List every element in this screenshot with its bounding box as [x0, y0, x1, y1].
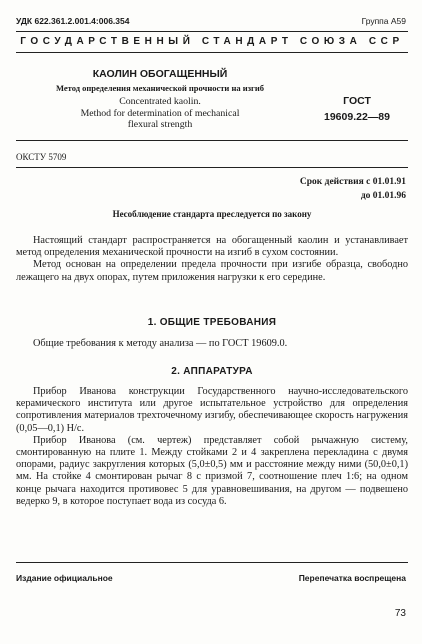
udk-code: УДК 622.361.2.001.4:006.354: [16, 16, 130, 26]
intro-paragraph-1: Настоящий стандарт распространяется на обогащенный каолин и устанавливает метод определения механической прочности на изгиб в сухом состоянии.: [16, 235, 408, 259]
validity-from: Срок действия с 01.01.91: [299, 177, 406, 187]
validity-to: до 01.01.96: [360, 191, 406, 201]
standard-banner: ГОСУДАРСТВЕННЫЙ СТАНДАРТ СОЮЗА ССР: [20, 36, 404, 47]
okstu-code: ОКСТУ 5709: [16, 152, 67, 162]
section1-text: Общие требования к методу анализа — по ГОСТ 19609.0.: [33, 338, 288, 349]
section2-paragraph-1: Прибор Иванова конструкции Государственного научно-исследовательского керамического института или другое испытательное устройство для определения сопротивления материалов трехточечному изгибу, обеспечивающее скорость нагружения (0,05—0,1) Н/с.: [16, 386, 408, 434]
section1-heading: 1. ОБЩИЕ ТРЕБОВАНИЯ: [147, 317, 277, 328]
group-code: Группа А59: [361, 16, 406, 26]
gost-label: ГОСТ: [343, 95, 371, 107]
title-en-line1: Concentrated kaolin.: [119, 96, 201, 107]
section2-paragraph-2: Прибор Иванова (см. чертеж) представляет собой рычажную систему, смонтированную на плите 1. Между стойками 2 и 4 закреплена перекладина с двумя опорами, радиус закругления которых (5,0±0,5) мм и расстояние между ними (50,0±0,1) мм. На стойке 4 смонтирован рычаг 8 с призмой 7, соотношение плеч 1:6; на одном конце рычага находится противовес 5 для уравновешивания, на другом — подвешено ведерко 9, в которое поступает вода из сосуда 6.: [16, 434, 408, 507]
footer-official-edition: Издание официальное: [16, 573, 113, 583]
banner-rule: [16, 52, 408, 53]
footer-rule: [16, 562, 408, 563]
section2-heading: 2. АППАРАТУРА: [171, 366, 253, 377]
title-main: КАОЛИН ОБОГАЩЕННЫЙ: [92, 68, 228, 80]
footer-reprint-notice: Перепечатка воспрещена: [298, 573, 406, 583]
title-en-line3: flexural strength: [127, 119, 193, 130]
legal-warning: Несоблюдение стандарта преследуется по закону: [112, 209, 312, 219]
intro-paragraph-2: Метод основан на определении предела прочности при изгибе образца, свободно лежащего на двух опорах, путем приложения нагрузки к его середине.: [16, 259, 408, 283]
section2-text-block: [16, 386, 408, 508]
okstu-rule: [16, 167, 408, 168]
intro-text: [16, 235, 408, 284]
gost-number: 19609.22—89: [324, 111, 390, 123]
title-rule: [16, 140, 408, 141]
section1-text-block: [16, 338, 408, 350]
title-subtitle: Метод определения механической прочности на изгиб: [55, 83, 265, 93]
top-rule: [16, 31, 408, 32]
page-number: 73: [394, 608, 406, 619]
title-en-line2: Method for determination of mechanical: [80, 107, 240, 119]
title-english: [30, 96, 290, 131]
